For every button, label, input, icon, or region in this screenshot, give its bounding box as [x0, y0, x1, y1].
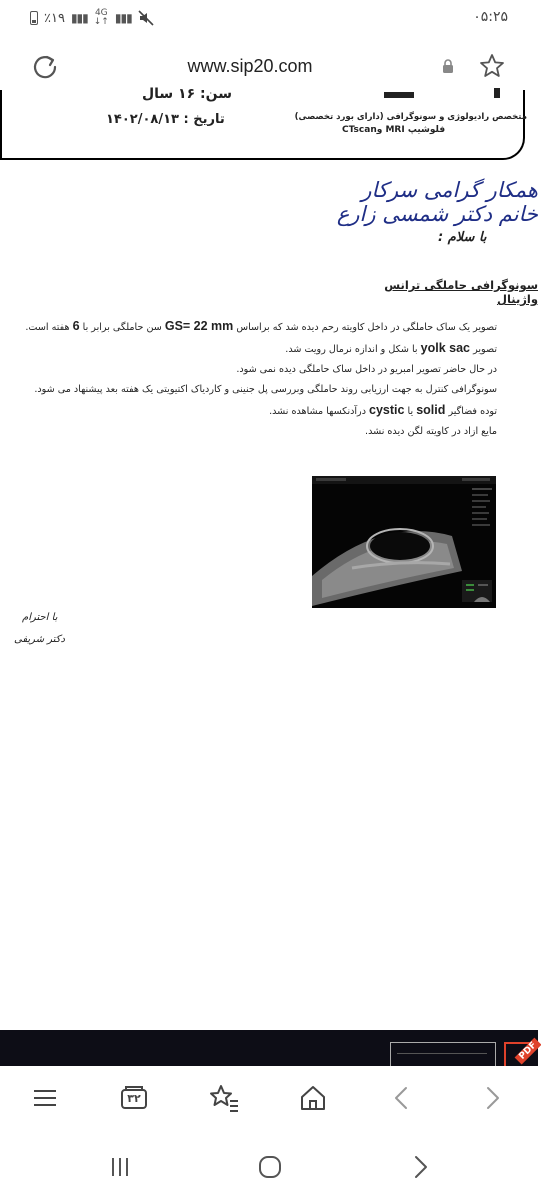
letterhead-name-fragment [384, 92, 414, 98]
closing: با احترام [22, 612, 58, 623]
chevron-right-icon[interactable] [474, 1080, 510, 1116]
chevron-left-icon[interactable] [384, 1080, 420, 1116]
bookmarks-icon[interactable] [206, 1080, 242, 1116]
status-bar [0, 0, 538, 36]
letterhead-name-fragment-2 [494, 88, 500, 98]
nav-back-icon[interactable] [405, 1152, 435, 1182]
report-line: مایع ازاد در کاویته لگن دیده نشد. [365, 426, 497, 437]
lock-icon[interactable] [440, 58, 456, 74]
report-date: تاریخ : ۱۴۰۲/۰۸/۱۳ [106, 112, 225, 127]
tab-count: ۳۲ [127, 1092, 141, 1105]
system-navigation-bar [0, 1134, 538, 1200]
menu-icon[interactable] [27, 1080, 63, 1116]
greeting: همکار گرامی سرکار خانم دکتر شمسی زارع [336, 178, 538, 226]
letterhead [0, 86, 527, 160]
battery-percentage: ٪۱۹ [44, 10, 65, 26]
next-page-strip [0, 1030, 538, 1066]
url-text[interactable]: www.sip20.com [187, 56, 313, 76]
signature: دکتر شریفی [14, 634, 66, 645]
report-line: تصویر یک ساک حاملگی در داخل کاویته رحم دیده شد که براساس GS= 22 mm سن حاملگی برابر با 6 هفته است. [25, 319, 497, 333]
report-line: تصویر yolk sac با شکل و اندازه نرمال رویت شد. [285, 341, 497, 355]
battery-icon [30, 11, 38, 25]
star-icon[interactable] [478, 52, 506, 80]
report-document [0, 86, 538, 1028]
tabs-button[interactable] [116, 1080, 152, 1116]
circle-home-icon[interactable] [255, 1152, 285, 1182]
browser-toolbar [0, 1066, 538, 1134]
doctor-specialty: متخصص رادیولوژی و سونوگرافی (دارای بورد تخصصی) [294, 112, 527, 122]
ultrasound-image [312, 476, 496, 608]
doctor-fellowship: فلوشیپ MRI وCTscan [342, 125, 446, 135]
patient-age: سن: ۱۶ سال [142, 86, 232, 102]
report-line: در حال حاضر تصویر امبریو در داخل ساک حاملگی دیده نمی شود. [236, 364, 497, 375]
report-body [0, 316, 497, 442]
page-thumbnail[interactable] [390, 1042, 496, 1066]
report-title: سونوگرافی حاملگی ترانس واژینال [384, 278, 538, 306]
clock: ۰۵:۲۵ [473, 9, 508, 25]
network-type: 4G ↓↑ [93, 8, 109, 27]
pdf-badge[interactable]: PDF [504, 1042, 538, 1066]
signal-icon: ▮▮▮ [70, 11, 88, 25]
salutation: با سلام : [438, 230, 487, 245]
recents-icon[interactable] [105, 1152, 135, 1182]
status-indicators [30, 9, 154, 27]
mute-icon [138, 10, 154, 26]
home-icon[interactable] [295, 1080, 331, 1116]
browser-address-bar [0, 40, 538, 94]
signal-icon-2: ▮▮▮ [114, 11, 132, 25]
report-line: توده فضاگیر solid یا cystic درآدنکسها مشاهده نشد. [269, 403, 497, 417]
report-line: سونوگرافی کنترل به جهت ارزیابی روند حاملگی وبررسی پل جنینی و کاردیاک اکتیویتی یک هفته بعد پیشنهاد می شود. [34, 384, 497, 395]
